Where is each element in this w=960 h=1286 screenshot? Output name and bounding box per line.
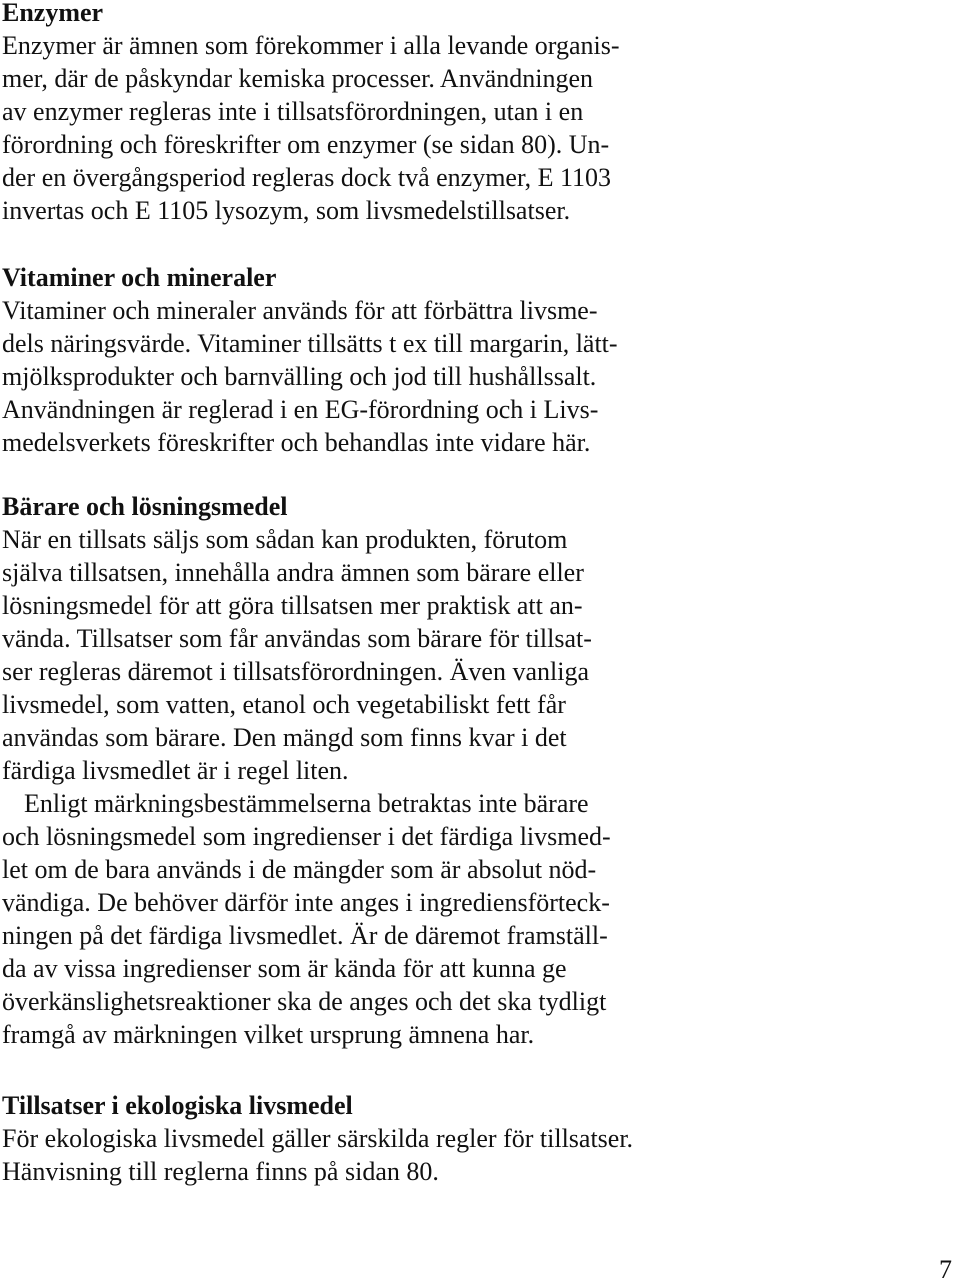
body-line: vända. Tillsatser som får användas som bärare för tillsat- [2,624,592,653]
body-line: medelsverkets föreskrifter och behandlas inte vidare här. [2,428,591,457]
body-line: da av vissa ingredienser som är kända för att kunna ge [2,954,567,983]
body-line: let om de bara används i de mängder som är absolut nöd- [2,855,597,884]
body-line: överkänslighetsreaktioner ska de anges och det ska tydligt [2,987,607,1016]
body-line: Enzymer är ämnen som förekommer i alla levande organis- [2,31,620,60]
section-tillsatser-i-ekologiska-livsmedel [2,1089,633,1188]
body-line: användas som bärare. Den mängd som finns kvar i det [2,723,567,752]
body-line: Vitaminer och mineraler används för att förbättra livsme- [2,296,598,325]
body-line: och lösningsmedel som ingredienser i det färdiga livsmed- [2,822,611,851]
body-line: framgå av märkningen vilket ursprung ämnena har. [2,1020,535,1049]
section-heading: Tillsatser i ekologiska livsmedel [2,1091,353,1120]
body-line: mer, där de påskyndar kemiska processer. Användningen [2,64,594,93]
body-line: färdiga livsmedlet är i regel liten. [2,756,349,785]
body-line: invertas och E 1105 lysozym, som livsmedelstillsatser. [2,196,571,225]
body-line: Hänvisning till reglerna finns på sidan 80. [2,1157,439,1186]
body-line: Enligt märkningsbestämmelserna betraktas inte bärare [24,789,589,818]
body-line: livsmedel, som vatten, etanol och vegetabiliskt fett får [2,690,566,719]
section-heading: Bärare och lösningsmedel [2,492,288,521]
body-line: För ekologiska livsmedel gäller särskilda regler för tillsatser. [2,1124,634,1153]
section-heading: Vitaminer och mineraler [2,263,277,292]
body-line: vändiga. De behöver därför inte anges i ingrediensförteck- [2,888,610,917]
body-line: ningen på det färdiga livsmedlet. Är de däremot framställ- [2,921,608,950]
body-line: der en övergångsperiod regleras dock två enzymer, E 1103 [2,163,612,192]
body-line: lösningsmedel för att göra tillsatsen mer praktisk att an- [2,591,583,620]
body-line: själva tillsatsen, innehålla andra ämnen som bärare eller [2,558,584,587]
body-line: Användningen är reglerad i en EG-förordning och i Livs- [2,395,599,424]
page-number: 7 [939,1255,952,1284]
section-barare-och-losningsmedel [2,490,611,1051]
section-heading: Enzymer [2,0,104,27]
body-line: När en tillsats säljs som sådan kan produkten, förutom [2,525,568,554]
section-enzymer [2,0,620,227]
section-vitaminer-och-mineraler [2,261,618,459]
body-line: ser regleras däremot i tillsatsförordningen. Även vanliga [2,657,589,686]
body-line: av enzymer regleras inte i tillsatsförordningen, utan i en [2,97,584,126]
body-line: förordning och föreskrifter om enzymer (se sidan 80). Un- [2,130,610,159]
body-line: dels näringsvärde. Vitaminer tillsätts t ex till margarin, lätt- [2,329,618,358]
body-line: mjölksprodukter och barnvälling och jod till hushållssalt. [2,362,597,391]
